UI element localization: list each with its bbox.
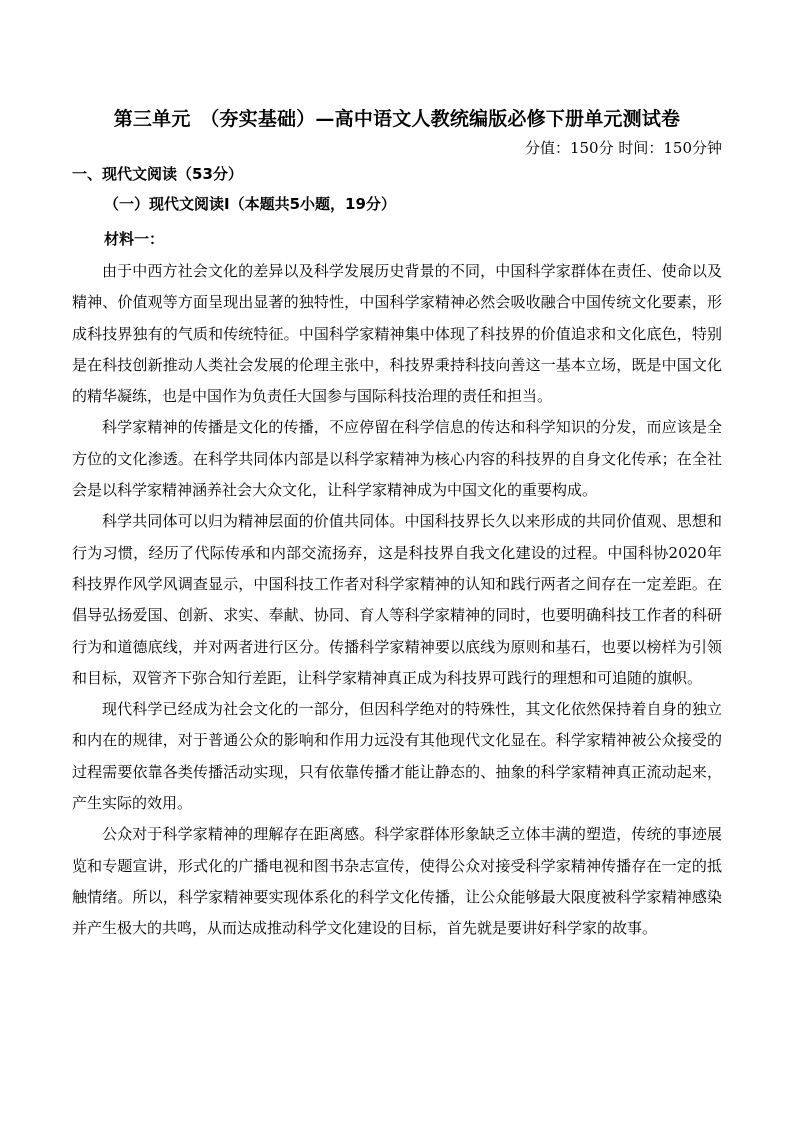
passage-paragraph: 科学家精神的传播是文化的传播，不应停留在科学信息的传达和科学知识的分发，而应该是全方位的文化渗透。在科学共同体内部是以科学家精神为核心内容的科技界的自身文化传承；在全社会是以科学家精神涵养社会大众文化，让科学家精神成为中国文化的重要构成。: [72, 418, 722, 500]
subsection-heading: （一）现代文阅读Ⅰ（本题共5小题，19分）: [104, 195, 396, 213]
material-label: 材料一：: [104, 230, 165, 248]
score-time-info: 分值：150分 时间：150分钟: [524, 139, 722, 157]
passage-paragraph: 科学共同体可以归为精神层面的价值共同体。中国科技界长久以来形成的共同价值观、思想和行为习惯，经历了代际传承和内部交流扬弃，这是科技界自我文化建设的过程。中国科协2020年科技界作风学风调查显示，中国科技工作者对科学家精神的认知和践行两者之间存在一定差距。在倡导弘扬爱国、创新、求实、奉献、协同、育人等科学家精神的同时，也要明确科技工作者的科研行为和道德底线，并对两者进行区分。传播科学家精神要以底线为原则和基石，也要以榜样为引领和目标，双管齐下弥合知行差距，让科学家精神真正成为科技界可践行的理想和可追随的旗帜。: [72, 512, 722, 687]
passage-paragraph: 公众对于科学家精神的理解存在距离感。科学家群体形象缺乏立体丰满的塑造，传统的事迹展览和专题宣讲，形式化的广播电视和图书杂志宣传，使得公众对接受科学家精神传播存在一定的抵触情绪。所以，科学家精神要实现体系化的科学文化传播，让公众能够最大限度被科学家精神感染并产生极大的共鸣，从而达成推动科学文化建设的目标，首先就是要讲好科学家的故事。: [72, 825, 722, 938]
passage-paragraph: 现代科学已经成为社会文化的一部分，但因科学绝对的特殊性，其文化依然保持着自身的独立和内在的规律，对于普通公众的影响和作用力远没有其他现代文化显在。科学家精神被公众接受的过程需要依靠各类传播活动实现，只有依靠传播才能让静态的、抽象的科学家精神真正流动起来，产生实际的效用。: [72, 700, 722, 813]
document-title: 第三单元 （夯实基础）—高中语文人教统编版必修下册单元测试卷: [113, 108, 681, 130]
passage-paragraph: 由于中西方社会文化的差异以及科学发展历史背景的不同，中国科学家群体在责任、使命以及精神、价值观等方面呈现出显著的独特性，中国科学家精神必然会吸收融合中国传统文化要素，形成科技界独有的气质和传统特征。中国科学家精神集中体现了科技界的价值追求和文化底色，特别是在科技创新推动人类社会发展的伦理主张中，科技界秉持科技向善这一基本立场，既是中国文化的精华凝练，也是中国作为负责任大国参与国际科技治理的责任和担当。: [72, 262, 722, 406]
section-heading: 一、现代文阅读（53分）: [72, 165, 243, 183]
reading-passage: [72, 256, 722, 945]
